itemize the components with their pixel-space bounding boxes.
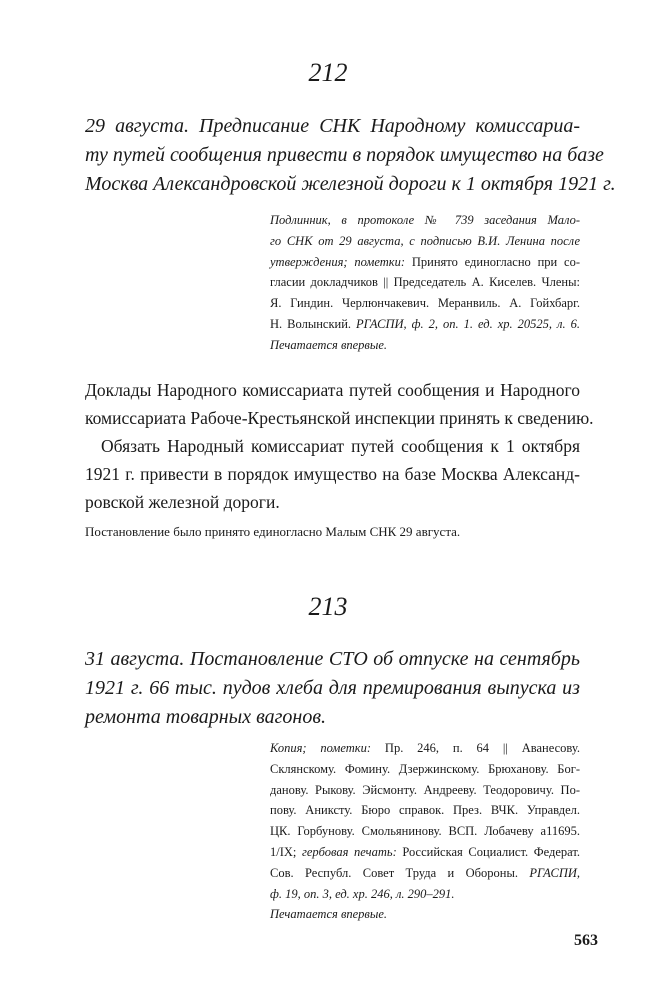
body-line: комиссариата Рабоче-Крестьянской инспекции принять к сведению. [85, 408, 594, 428]
seal-label: гербовая печать: [301, 844, 397, 859]
document-number: 212 [308, 58, 348, 87]
archive-reference: РГАСПИ, ф. 2, оп. 1. ед. хр. 20525, л. 6. [356, 316, 580, 331]
seal-text: Сов. Республ. Совет Труда и Обороны. [270, 865, 518, 880]
archive-reference: РГАСПИ, [517, 865, 580, 880]
source-line [270, 842, 580, 863]
resolution-note: Постановление было принято единогласно Малым СНК 29 августа. [85, 524, 461, 539]
source-line: данову. Рыкову. Эйсмонту. Андрееву. Теодоровичу. По- [270, 782, 580, 797]
source-line: ЦК. Горбунову. Смольянинову. ВСП. Лобачеву а11695. [270, 824, 580, 839]
page-number: 563 [574, 932, 598, 949]
title-line: 31 августа. Постановление СТО об отпуске на сентябрь [85, 648, 580, 670]
source-signatory: Н. Волынский. [270, 316, 357, 331]
source-date: 1/IX; [270, 844, 302, 859]
source-annotation-text: Принято единогласно при со- [405, 254, 580, 269]
source-line [270, 252, 580, 273]
source-line [270, 863, 580, 884]
source-annotation-label: утверждения; пометки: [270, 254, 406, 269]
source-line: Я. Гиндин. Черлюнчакевич. Меранвиль. А. Гойхбарг. [270, 296, 580, 311]
source-annotation-text: Пр. 246, п. 64 || Аванесову. [371, 741, 580, 755]
document-title [85, 645, 580, 732]
title-line: ту путей сообщения привести в порядок имущество на базе [85, 144, 604, 166]
document-number: 213 [308, 592, 348, 621]
source-note [270, 210, 580, 356]
document-body [85, 376, 594, 516]
source-line [270, 738, 580, 759]
body-line: ровской железной дороги. [85, 492, 280, 512]
source-line: го СНК от 29 августа, с подписью В.И. Ленина после [270, 233, 580, 248]
title-line: 29 августа. Предписание СНК Народному комиссариа- [85, 115, 580, 137]
source-line [270, 314, 580, 335]
published-note: Печатается впервые. [270, 337, 387, 352]
source-line: гласии докладчиков || Председатель А. Киселев. Члены: [270, 275, 580, 290]
document-title [85, 112, 616, 199]
title-line: 1921 г. 66 тыс. пудов хлеба для премирования выпуска из [85, 677, 580, 699]
source-annotation-label: Копия; пометки: [270, 741, 372, 755]
title-line: Москва Александровской железной дороги к 1 октября 1921 г. [85, 173, 616, 195]
source-line: Склянскому. Фомину. Дзержинскому. Брюханову. Бог- [270, 761, 580, 776]
body-line: Доклады Народного комиссариата путей сообщения и Народного [85, 380, 580, 400]
body-line: 1921 г. привести в порядок имущество на базе Москва Александ- [85, 464, 580, 484]
source-line: пову. Аниксту. Бюро справок. През. ВЧК. Управдел. [270, 803, 580, 818]
published-note: Печатается впервые. [270, 907, 387, 922]
seal-text: Российская Социалист. Федерат. [396, 844, 580, 859]
source-line: Подлинник, в протоколе № 739 заседания Мало- [270, 213, 580, 227]
body-line: Обязать Народный комиссариат путей сообщения к 1 октября [101, 436, 580, 456]
title-line: ремонта товарных вагонов. [85, 706, 327, 728]
source-note [270, 738, 580, 925]
source-line: ф. 19, оп. 3, ед. хр. 246, л. 290–291. [270, 886, 455, 901]
